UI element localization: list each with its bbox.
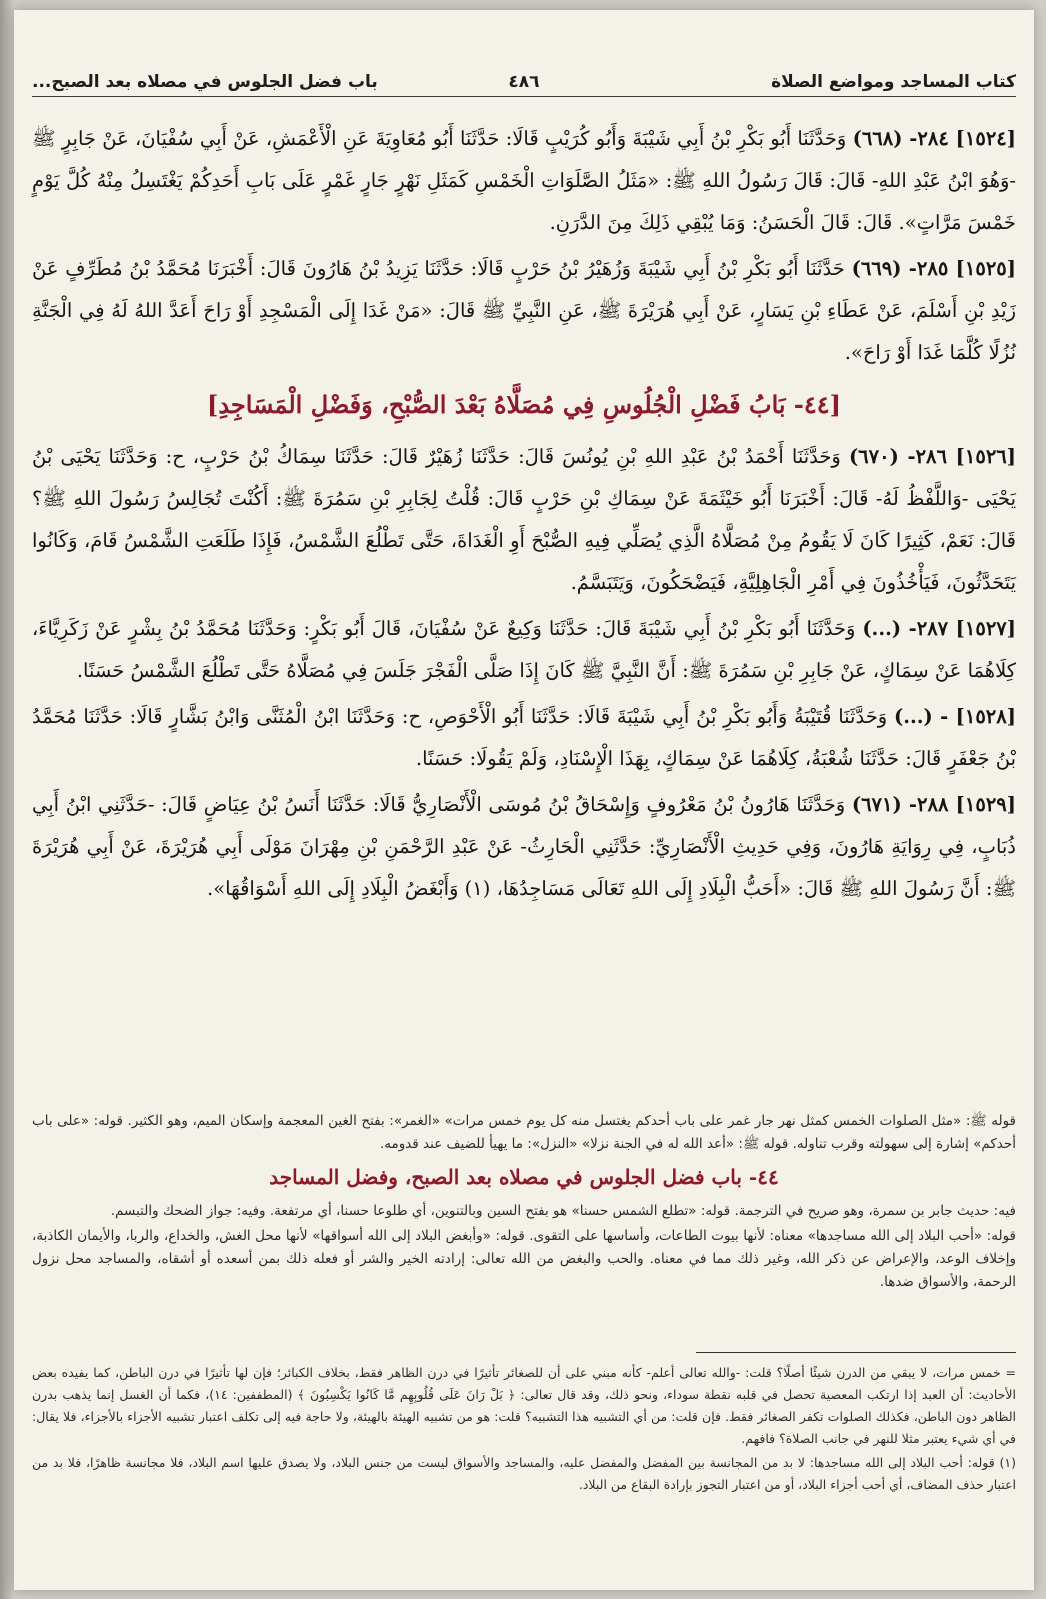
page-number: ٤٨٦ [508,72,540,92]
footnote-paragraph: (١) قوله: أحب البلاد إلى الله مساجدها: لا بد من المجانسة بين المفضل والمفضل عليه، والمساجد والأسواق ليست من جنس البلاد، ولا يصدق عليها اسم البلاد، فلا مجانسة ظاهرًا، فلا بد من اعتبار حذف المضاف، أي أحب أجزاء البلاد، أو من اعتبار التجوز بإرادة البقاع من البلاد. [32,1455,1016,1492]
hadith-number: [١٥٢٤] ٢٨٤- (٦٦٨) [852,127,1017,150]
chapter-running-title: باب فضل الجلوس في مصلاه بعد الصبح... [32,72,378,92]
commentary-paragraph: فيه: حديث جابر بن سمرة، وهو صريح في الترجمة. قوله: «تطلع الشمس حسنا» هو بفتح السين وبالتنوين، أي طلوعا حسنا، أي مرتفعة. وفيه: جواز الضحك والتبسم. [110,1203,1016,1219]
running-header [32,62,1016,97]
footnotes [32,1362,1016,1498]
book-title: كتاب المساجد ومواضع الصلاة [771,72,1016,92]
hadith-text: وَحَدَّثَنَا أَبُو بَكْرِ بْنُ أَبِي شَيْبَةَ وَأَبُو كُرَيْبٍ قَالَا: حَدَّثَنَا أَبُو مُعَاوِيَةَ عَنِ الْأَعْمَشِ، عَنْ أَبِي سُفْيَانَ، عَنْ جَابِرٍ ﷺ -وَهُوَ ابْنُ عَبْدِ اللهِ- قَالَ: قَالَ رَسُولُ اللهِ ﷺ: «مَثَلُ الصَّلَوَاتِ الْخَمْسِ كَمَثَلِ نَهْرٍ جَارٍ غَمْرٍ عَلَى بَابِ أَحَدِكُمْ يَغْتَسِلُ مِنْهُ كُلَّ يَوْمٍ خَمْسَ مَرَّاتٍ». قَالَ: قَالَ الْحَسَنُ: وَمَا يُبْقِي ذَلِكَ مِنَ الدَّرَنِ. [32,127,1016,234]
section-title: [٤٤- بَابُ فَضْلِ الْجُلُوسِ فِي مُصَلَّاهُ بَعْدَ الصُّبْحِ، وَفَضْلِ الْمَسَاجِدِ] [206,390,842,419]
hadith-1529 [32,784,1016,910]
commentary [32,1110,1016,1296]
footnote-paragraph: = خمس مرات، لا يبقي من الدرن شيئًا أصلًا؟ قلت: -والله تعالى أعلم- كأنه مبني على أن للصغائر تأثيرًا في درن الظاهر فقط، بخلاف الكبائر؛ فإن لها تأثيرًا في درن الباطن، كما يفيده بعض الأحاديث: أن العبد إذا ارتكب المعصية تحصل في قلبه نقطة سوداء، ونحو ذلك، وقد قال تعالى: ﴿ بَلْ رَانَ عَلَى قُلُوبِهِم مَّا كَانُوا يَكْسِبُونَ ﴾ (المطففين: ١٤)، فكما أن الغسل إنما يذهب بدرن الظاهر دون الباطن، فكذلك الصلوات تكفر الصغائر فقط. فإن قلت: من أي التشبيه هذا التشبيه؟ قلت: هو من تشبيه الهيئة بالهيئة، ولا حاجة فيه إلى تكلف اعتبار تشبيه الأجزاء بالأجزاء، فلا يقال: في أي شيء يعتبر مثلا للنهر في جانب الصلاة؟ فافهم. [32,1365,1016,1446]
hadith-1524 [32,118,1016,244]
main-text [32,118,1016,914]
hadith-1526 [32,436,1016,604]
commentary-section-title: ٤٤- باب فضل الجلوس في مصلاه بعد الصبح، وفضل المساجد [269,1165,779,1189]
hadith-text: حَدَّثَنَا أَبُو بَكْرِ بْنُ أَبِي شَيْبَةَ وَزُهَيْرُ بْنُ حَرْبٍ قَالَا: حَدَّثَنَا يَزِيدُ بْنُ هَارُونَ قَالَ: أَخْبَرَنَا مُحَمَّدُ بْنُ مُطَرِّفٍ عَنْ زَيْدِ بْنِ أَسْلَمَ، عَنْ عَطَاءِ بْنِ يَسَارٍ، عَنْ أَبِي هُرَيْرَةَ ﷺ، عَنِ النَّبِيِّ ﷺ قَالَ: «مَنْ غَدَا إِلَى الْمَسْجِدِ أَوْ رَاحَ أَعَدَّ اللهُ لَهُ فِي الْجَنَّةِ نُزُلًا كُلَّمَا غَدَا أَوْ رَاحَ». [32,257,1016,364]
hadith-number: [١٥٢٨] - (...) [893,705,1016,728]
book-page [14,10,1034,1590]
hadith-text: وَحَدَّثَنَا قُتَيْبَةُ وَأَبُو بَكْرِ بْنُ أَبِي شَيْبَةَ قَالَا: حَدَّثَنَا أَبُو الْأَحْوَصِ، ح: وَحَدَّثَنَا ابْنُ الْمُثَنَّى وَابْنُ بَشَّارٍ قَالَا: حَدَّثَنَا مُحَمَّدُ بْنُ جَعْفَرٍ قَالَ: حَدَّثَنَا شُعْبَةُ، كِلَاهُمَا عَنْ سِمَاكٍ، بِهَذَا الْإِسْنَادِ، وَلَمْ يَقُولَا: حَسَنًا. [32,705,1016,770]
hadith-1525 [32,248,1016,374]
page-edge-shadow [0,0,14,1599]
hadith-number: [١٥٢٧] ٢٨٧- (...) [862,617,1017,640]
commentary-paragraph: قوله: «أحب البلاد إلى الله مساجدها» معناه: لأنها بيوت الطاعات، وأساسها على التقوى. قوله: «وأبغض البلاد إلى الله أسواقها» لأنها محل الغش، والخداع، والربا، والأيمان الكاذبة، وإخلاف الوعد، والإعراض عن ذكر الله، وغير ذلك مما في معناه. والحب والبغض من الله تعالى: إرادته الخير والشر أو فعله ذلك بمن أسعده أو أشقاه، والمساجد محل نزول الرحمة، والأسواق ضدها. [32,1228,1016,1290]
hadith-text: وَحَدَّثَنَا أَحْمَدُ بْنُ عَبْدِ اللهِ بْنِ يُونُسَ قَالَ: حَدَّثَنَا زُهَيْرٌ قَالَ: حَدَّثَنَا سِمَاكُ بْنُ حَرْبٍ، ح: وَحَدَّثَنَا يَحْيَى بْنُ يَحْيَى -وَاللَّفْظُ لَهُ- قَالَ: أَخْبَرَنَا أَبُو خَيْثَمَةَ عَنْ سِمَاكِ بْنِ حَرْبٍ قَالَ: قُلْتُ لِجَابِرِ بْنِ سَمُرَةَ ﷺ: أَكُنْتَ تُجَالِسُ رَسُولَ اللهِ ﷺ؟ قَالَ: نَعَمْ، كَثِيرًا كَانَ لَا يَقُومُ مِنْ مُصَلَّاهُ الَّذِي يُصَلِّي فِيهِ الصُّبْحَ أَوِ الْغَدَاةَ، حَتَّى تَطْلُعَ الشَّمْسُ، فَإِذَا طَلَعَتِ الشَّمْسُ قَامَ، وَكَانُوا يَتَحَدَّثُونَ، فَيَأْخُذُونَ فِي أَمْرِ الْجَاهِلِيَّةِ، فَيَضْحَكُونَ، وَيَتَبَسَّمُ. [32,445,1016,594]
hadith-number: [١٥٢٥] ٢٨٥- (٦٦٩) [851,257,1017,280]
hadith-number: [١٥٢٦] ٢٨٦- (٦٧٠) [848,445,1017,468]
hadith-number: [١٥٢٩] ٢٨٨- (٦٧١) [851,793,1017,816]
hadith-1527 [32,608,1016,692]
commentary-paragraph: قوله ﷺ: «مثل الصلوات الخمس كمثل نهر جار غمر على باب أحدكم يغتسل منه كل يوم خمس مرات» «الغمر»: بفتح الغين المعجمة وإسكان الميم، وهو الكثير. قوله: «على باب أحدكم» إشارة إلى سهولته وقرب تناوله. قوله ﷺ: «أعد الله له في الجنة نزلا» «النزل»: ما يهيأ للضيف عند قدومه. [32,1113,1016,1152]
hadith-1528 [32,696,1016,780]
footnote-divider [696,1352,1016,1353]
hadith-text: وَحَدَّثَنَا هَارُونُ بْنُ مَعْرُوفٍ وَإِسْحَاقُ بْنُ مُوسَى الْأَنْصَارِيُّ قَالَا: حَدَّثَنَا أَنَسُ بْنُ عِيَاضٍ قَالَ: -حَدَّثَنِي ابْنُ أَبِي ذُبَابٍ، فِي رِوَايَةِ هَارُونَ، وَفِي حَدِيثِ الْأَنْصَارِيِّ: حَدَّثَنِي الْحَارِثُ- عَنْ عَبْدِ الرَّحْمَنِ بْنِ مِهْرَانَ مَوْلَى أَبِي هُرَيْرَةَ، عَنْ أَبِي هُرَيْرَةَ ﷺ: أَنَّ رَسُولَ اللهِ ﷺ قَالَ: «أَحَبُّ الْبِلَادِ إِلَى اللهِ تَعَالَى مَسَاجِدُهَا، (١) وَأَبْغَضُ الْبِلَادِ إِلَى اللهِ أَسْوَاقُهَا». [32,793,1016,900]
hadith-text: وَحَدَّثَنَا أَبُو بَكْرِ بْنُ أَبِي شَيْبَةَ قَالَ: حَدَّثَنَا وَكِيعٌ عَنْ سُفْيَانَ، قَالَ أَبُو بَكْرٍ: وَحَدَّثَنَا مُحَمَّدُ بْنُ بِشْرٍ عَنْ زَكَرِيَّاءَ، كِلَاهُمَا عَنْ سِمَاكٍ، عَنْ جَابِرِ بْنِ سَمُرَةَ ﷺ: أَنَّ النَّبِيَّ ﷺ كَانَ إِذَا صَلَّى الْفَجْرَ جَلَسَ فِي مُصَلَّاهُ حَتَّى تَطْلُعَ الشَّمْسُ حَسَنًا. [32,617,1016,682]
